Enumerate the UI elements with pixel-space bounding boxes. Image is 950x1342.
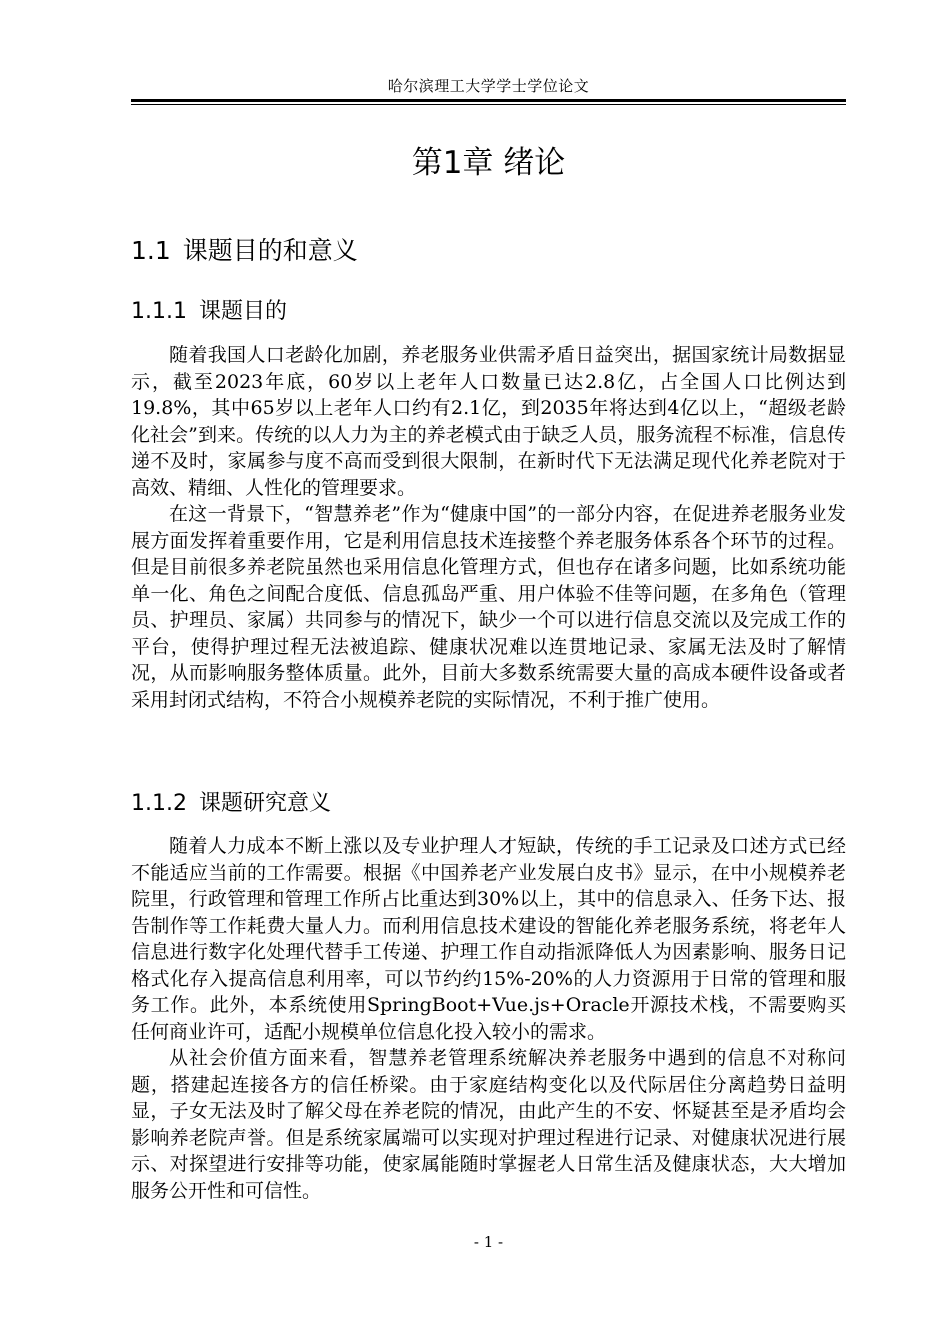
page-number: - 1 - [473, 1233, 504, 1251]
subsection-title-1: 课题目的 [198, 299, 287, 324]
paragraph: 从社会价值方面来看，智慧养老管理系统解决养老服务中遇到的信息不对称问题，搭建起连接各方的信任桥梁。由于家庭结构变化以及代际居住分离趋势日益明显，子女无法及时了解父母在养老院的情况，由此产生的不安、怀疑甚至是矛盾均会影响养老院声誉。但是系统家属端可以实现对护理过程进行记录、对健康状况进行展示、对探望进行安排等功能，使家属能随时掌握老人日常生活及健康状态，大大增加服务公开性和可信性。 [131, 1047, 846, 1202]
section-number: 1.1 [131, 236, 171, 265]
subsection-number-1: 1.1.1 [131, 299, 187, 324]
subsection-1-body [131, 342, 846, 713]
subsection-heading-2 [131, 789, 331, 819]
subsection-title-2: 课题研究意义 [198, 791, 331, 816]
paragraph: 随着人力成本不断上涨以及专业护理人才短缺，传统的手工记录及口述方式已经不能适应当前的工作需要。根据《中国养老产业发展白皮书》显示，在中小规模养老院里，行政管理和管理工作所占比重达到30%以上，其中的信息录入、任务下达、报告制作等工作耗费大量人力。而利用信息技术建设的智能化养老服务系统，将老年人信息进行数字化处理代替手工传递、护理工作自动指派降低人为因素影响、服务日记格式化存入提高信息利用率，可以节约约15%-20%的人力资源用于日常的管理和服务工作。此外，本系统使用SpringBoot+Vue.js+Oracle开源技术栈，不需要购买任何商业许可，适配小规模单位信息化投入较小的需求。 [131, 835, 846, 1043]
subsection-heading-1 [131, 297, 287, 327]
subsection-number-2: 1.1.2 [131, 791, 187, 816]
paragraph: 在这一背景下，“智慧养老”作为“健康中国”的一部分内容，在促进养老服务业发展方面发挥着重要作用，它是利用信息技术连接整个养老服务体系各个环节的过程。但是目前很多养老院虽然也采用信息化管理方式，但也存在诸多问题，比如系统功能单一化、角色之间配合度低、信息孤岛严重、用户体验不佳等问题，在多角色（管理员、护理员、家属）共同参与的情况下，缺少一个可以进行信息交流以及完成工作的平台，使得护理过程无法被追踪、健康状况难以连贯地记录、家属无法及时了解情况，从而影响服务整体质量。此外，目前大多数系统需要大量的高成本硬件设备或者采用封闭式结构，不符合小规模养老院的实际情况，不利于推广使用。 [131, 503, 846, 711]
subsection-2-body [131, 833, 846, 1204]
running-header: 哈尔滨理工大学学士学位论文 [387, 77, 590, 95]
section-title: 课题目的和意义 [182, 236, 358, 265]
header-rule-thick [131, 99, 846, 102]
section-heading [131, 234, 358, 268]
paragraph: 随着我国人口老龄化加剧，养老服务业供需矛盾日益突出，据国家统计局数据显示，截至2023年底，60岁以上老年人口数量已达2.8亿，占全国人口比例达到19.8%，其中65岁以上老年人口约有2.1亿，到2035年将达到4亿以上，“超级老龄化社会”到来。传统的以人力为主的养老模式由于缺乏人员，服务流程不标准，信息传递不及时，家属参与度不高而受到很大限制，在新时代下无法满足现代化养老院对于高效、精细、人性化的管理要求。 [131, 344, 846, 499]
chapter-title: 第1章 绪论 [411, 145, 566, 181]
header-rule-thin [131, 104, 846, 105]
